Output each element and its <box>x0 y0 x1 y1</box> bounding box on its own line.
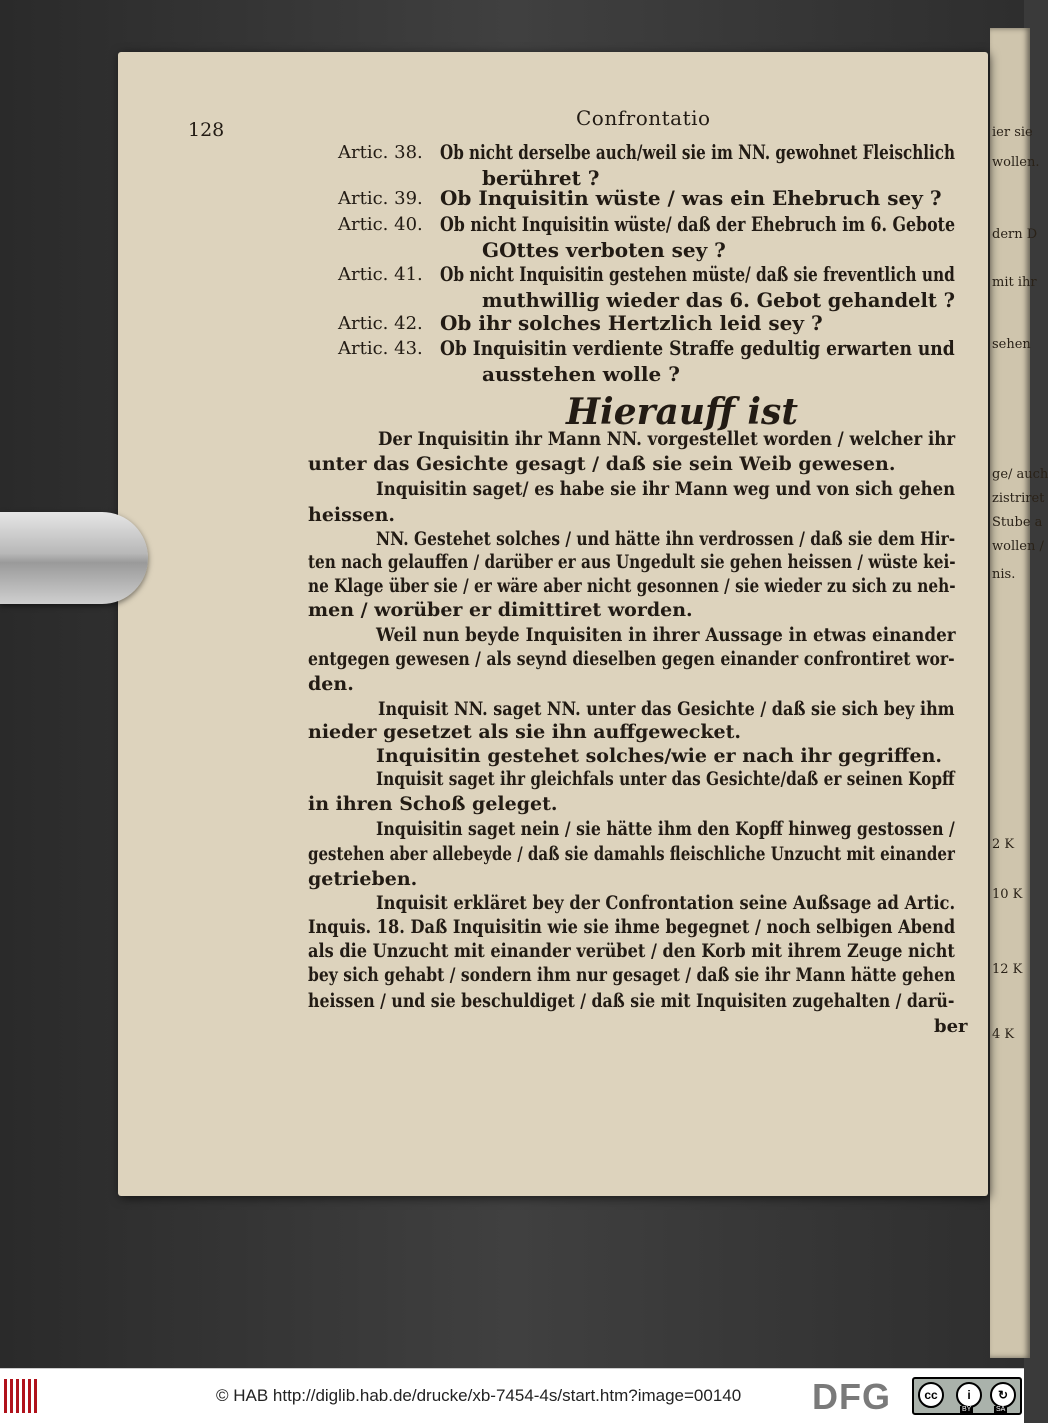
body-line: men / worüber er dimittiret worden. <box>308 599 693 621</box>
facing-page-fragment: sehen <box>992 337 1031 352</box>
license-by-label: BY <box>962 1406 972 1413</box>
facing-page-fragment: dern D <box>992 227 1038 242</box>
by-person-icon: i <box>956 1382 982 1408</box>
article-label: Artic. 38. <box>338 142 423 163</box>
dfg-logo[interactable]: DFG <box>812 1376 891 1417</box>
article-text-line: Ob nicht Inquisitin wüste/ daß der Ehebruch im 6. Gebote <box>440 212 956 236</box>
hab-logo-icon[interactable] <box>4 1379 38 1413</box>
article-text-line: GOttes verboten sey ? <box>482 238 726 262</box>
article-label: Artic. 43. <box>338 338 423 359</box>
hab-logo-stripe <box>10 1379 13 1413</box>
article-label: Artic. 39. <box>338 188 423 209</box>
body-line: Inquis. 18. Daß Inquisitin wie sie ihme begegnet / noch selbigen Abend <box>308 916 956 938</box>
body-line: nieder gesetzet als sie ihn auffgewecket. <box>308 721 741 743</box>
body-line: Inquisitin saget nein / sie hätte ihm den Kopff hinweg gestossen / <box>376 818 955 840</box>
footer-url-text[interactable]: © HAB http://diglib.hab.de/drucke/xb-7454-4s/start.htm?image=00140 <box>216 1386 742 1405</box>
body-line: Inquisitin gestehet solches/wie er nach ihr gegriffen. <box>376 745 943 767</box>
article-label: Artic. 41. <box>338 264 423 285</box>
share-alike-icon: ↻ <box>990 1382 1016 1408</box>
page-clip <box>0 512 148 604</box>
body-line: Inquisit erkläret bey der Confrontation seine Außsage ad Artic. <box>376 892 956 914</box>
hab-logo-stripe <box>28 1379 31 1413</box>
body-line: getrieben. <box>308 868 418 890</box>
body-line: gestehen aber allebeyde / daß sie damahls fleischliche Unzucht mit einander <box>308 843 955 865</box>
article-label: Artic. 40. <box>338 214 423 235</box>
facing-page-fragment: 2 K <box>992 837 1015 852</box>
body-line: Der Inquisitin ihr Mann NN. vorgestellet worden / welcher ihr <box>378 428 956 450</box>
facing-page-fragment: wollen. <box>992 155 1040 170</box>
body-line: Weil nun beyde Inquisiten in ihrer Aussage in etwas einander <box>376 624 956 646</box>
body-line: NN. Gestehet solches / und hätte ihn verdrossen / daß sie dem Hir- <box>376 528 956 550</box>
body-line: ne Klage über sie / er wäre aber nicht gesonnen / sie wieder zu sich zu neh- <box>308 575 956 597</box>
hab-logo-stripe <box>4 1379 7 1413</box>
footer-bar <box>0 1368 1024 1423</box>
facing-page <box>990 28 1048 1358</box>
article-label: Artic. 42. <box>338 313 423 334</box>
body-line: den. <box>308 673 354 695</box>
body-line: als die Unzucht mit einander verübet / den Korb mit ihrem Zeuge nicht <box>308 940 955 962</box>
facing-page-fragment: 10 K <box>992 887 1023 902</box>
body-line: ten nach gelauffen / darüber er aus Ungedult sie gehen heissen / wüste kei- <box>308 551 956 573</box>
cc-icon: cc <box>918 1382 944 1408</box>
hab-logo-stripe <box>22 1379 25 1413</box>
body-line: Inquisitin saget/ es habe sie ihr Mann weg und von sich gehen <box>376 478 956 500</box>
article-text-line: Ob nicht derselbe auch/weil sie im NN. gewohnet Fleischlich <box>440 140 955 164</box>
facing-page-fragment: Stube a <box>992 515 1043 530</box>
article-text-line: Ob Inquisitin wüste / was ein Ehebruch sey ? <box>440 186 942 210</box>
facing-page-fragment: 4 K <box>992 1027 1015 1042</box>
facing-page-fragment: ge/ auch <box>992 467 1048 482</box>
hab-logo-stripe <box>34 1379 37 1413</box>
facing-page-fragment: ier sie <box>992 125 1033 140</box>
page-number: 128 <box>188 119 225 141</box>
facing-page-fragment: nis. <box>992 567 1016 582</box>
facing-page-fragment: mit ihr <box>992 275 1037 290</box>
running-head: Confrontatio <box>576 106 711 130</box>
license-sa-label: SA <box>996 1406 1006 1413</box>
article-text-line: Ob ihr solches Hertzlich leid sey ? <box>440 311 823 335</box>
hab-logo-stripe <box>16 1379 19 1413</box>
body-line: bey sich gehabt / sondern ihm nur gesaget / daß sie ihr Mann hätte gehen <box>308 964 956 986</box>
section-heading: Hierauff ist <box>566 391 798 433</box>
facing-page-fragment: 12 K <box>992 962 1023 977</box>
facing-page-fragment: zistriret <box>992 491 1045 506</box>
cc-license-badge[interactable] <box>912 1377 1022 1415</box>
article-text-line: Ob nicht Inquisitin gestehen müste/ daß sie freventlich und <box>440 262 955 286</box>
article-text-line: muthwillig wieder das 6. Gebot gehandelt ? <box>482 288 955 312</box>
article-text-line: Ob Inquisitin verdiente Straffe gedultig erwarten und <box>440 336 955 360</box>
facing-page-fragment: wollen / <box>992 539 1044 554</box>
body-line: unter das Gesichte gesagt / daß sie sein Weib gewesen. <box>308 453 896 475</box>
body-line: entgegen gewesen / als seynd dieselben gegen einander confrontiret wor- <box>308 648 955 670</box>
body-line: Inquisit saget ihr gleichfals unter das Gesichte/daß er seinen Kopff <box>376 768 955 790</box>
body-line: heissen / und sie beschuldiget / daß sie mit Inquisiten zugehalten / darü- <box>308 990 955 1012</box>
body-line: Inquisit NN. saget NN. unter das Gesichte / daß sie sich bey ihm <box>378 698 955 720</box>
body-line: heissen. <box>308 504 396 526</box>
article-text-line: berühret ? <box>482 166 600 190</box>
body-line: in ihren Schoß geleget. <box>308 793 558 815</box>
article-text-line: ausstehen wolle ? <box>482 362 680 386</box>
catchword: ber <box>934 1016 968 1037</box>
